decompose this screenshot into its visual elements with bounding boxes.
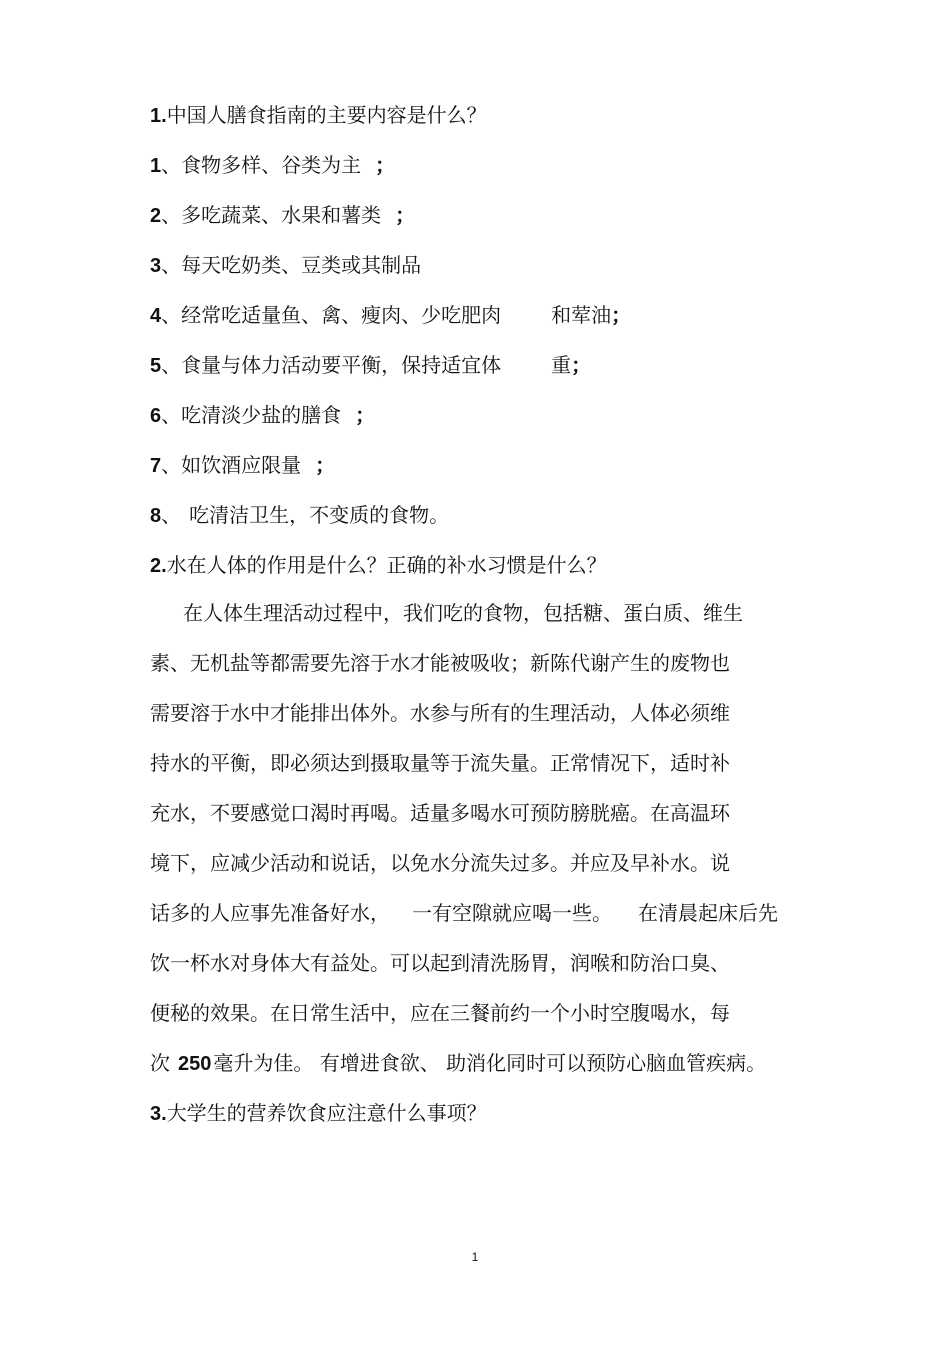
item-semicolon: ； [355,403,376,427]
paragraph-line: 在人体生理活动过程中，我们吃的食物，包括糖、蛋白质、维生 [183,601,743,625]
question-1-heading [150,100,487,130]
item-text: 、吃清淡少盐的膳食 [161,403,342,427]
question-1-number: 1. [150,105,167,127]
item-text: 、食量与体力活动要平衡，保持适宜体 [161,353,502,377]
paragraph-segment: 在清晨起床后先 [638,901,778,925]
water-amount-number: 250 [178,1053,212,1075]
item-text: 、每天吃奶类、豆类或其制品 [161,253,422,277]
item-number: 6 [150,405,162,427]
question-3-text: 大学生的营养饮食应注意什么事项？ [166,1101,487,1125]
guideline-item-2 [150,200,415,230]
item-number: 8 [150,505,162,527]
item-number: 5 [150,355,162,377]
item-semicolon: ； [315,453,336,477]
item-text: 、经常吃适量鱼、禽、瘦肉、少吃肥肉 [161,303,502,327]
item-text: 、多吃蔬菜、水果和薯类 [161,203,382,227]
item-text: 、 [161,503,182,527]
guideline-item-1 [150,150,395,180]
guideline-item-3 [150,250,421,280]
item-number: 7 [150,455,162,477]
paragraph-line: 饮一杯水对身体大有益处。可以起到清洗肠胃，润喉和防治口臭、 [150,951,730,975]
question-1-text: 中国人膳食指南的主要内容是什么？ [166,103,487,127]
paragraph-line: 素、无机盐等都需要先溶于水才能被吸收；新陈代谢产生的废物也 [150,651,730,675]
item-text-continued: 和荤油 [551,303,612,327]
item-number: 3 [150,255,162,277]
item-semicolon: ； [611,303,632,327]
item-text: 、如饮酒应限量 [161,453,302,477]
guideline-item-6 [150,400,375,430]
paragraph-segment: 一有空隙就应喝一些。 [412,901,612,925]
paragraph-line [150,1048,766,1078]
question-3-heading [150,1098,487,1128]
page-number: 1 [471,1250,479,1264]
question-2-text: 水在人体的作用是什么？正确的补水习惯是什么？ [166,553,607,577]
guideline-item-7 [150,450,335,480]
item-number: 1 [150,155,162,177]
paragraph-line [150,898,778,928]
paragraph-line: 需要溶于水中才能排出体外。水参与所有的生理活动，人体必须维 [150,701,730,725]
paragraph-line: 持水的平衡，即必须达到摄取量等于流失量。正常情况下，适时补 [150,751,730,775]
question-3-number: 3. [150,1103,167,1125]
item-text: 、食物多样、谷类为主 [161,153,362,177]
question-2-heading [150,550,607,580]
paragraph-line: 境下，应减少活动和说话，以免水分流失过多。并应及早补水。说 [150,851,730,875]
question-2-number: 2. [150,555,167,577]
item-text-continued: 吃清洁卫生，不变质的食物。 [189,503,450,527]
item-number: 2 [150,205,162,227]
guideline-item-4 [150,300,631,330]
item-text-continued: 重 [551,353,572,377]
item-number: 4 [150,305,162,327]
paragraph-segment: 次 [150,1051,170,1075]
paragraph-segment: 毫升为佳。 有增进食欲、 助消化同时可以预防心脑血管疾病。 [213,1051,767,1075]
paragraph-line: 充水，不要感觉口渴时再喝。适量多喝水可预防膀胱癌。在高温环 [150,801,730,825]
item-semicolon: ； [395,203,416,227]
item-semicolon: ； [375,153,396,177]
guideline-item-8 [150,500,449,530]
paragraph-line: 便秘的效果。在日常生活中，应在三餐前约一个小时空腹喝水，每 [150,1001,730,1025]
guideline-item-5 [150,350,591,380]
paragraph-segment: 话多的人应事先准备好水， [150,901,390,925]
item-semicolon: ； [571,353,592,377]
